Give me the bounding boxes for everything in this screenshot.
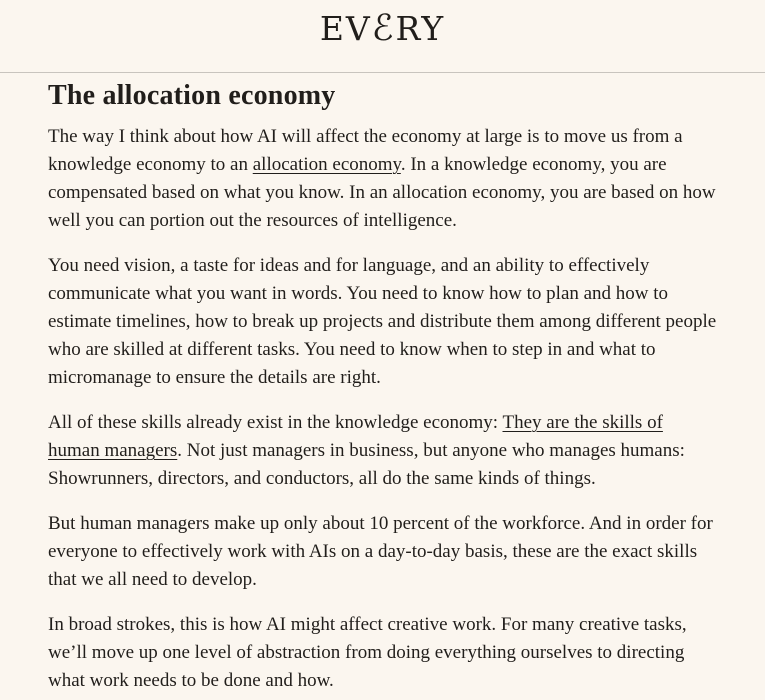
paragraph-text: But human managers make up only about 10 percent of the workforce. And in order for everyone to effectively work with AIs on a day-to-day basis, these are the exact skills that we all need to develop. xyxy=(48,513,713,590)
paragraph-text: In broad strokes, this is how AI might affect creative work. For many creative tasks, we’ll move up one level of abstraction from doing everything ourselves to directing what work needs to be done and how. xyxy=(48,614,687,691)
inline-link[interactable]: They are the skills of human managers xyxy=(48,412,663,461)
brand-logo-suffix: RY xyxy=(395,9,446,48)
brand-logo[interactable] xyxy=(320,8,445,50)
article-paragraph xyxy=(48,510,717,594)
paragraph-text: . In a knowledge economy, you are compensated based on what you know. In an allocation economy, you are based on how well you can portion out the resources of intelligence. xyxy=(48,154,716,231)
article-paragraph xyxy=(48,611,717,695)
paragraph-text: You need vision, a taste for ideas and for language, and an ability to effectively communicate what you want in words. You need to know how to plan and how to estimate timelines, how to break up projects and distribute them among different people who are skilled at different tasks. You need to know when to step in and what to micromanage to ensure the details are right. xyxy=(48,255,717,388)
article-paragraph xyxy=(48,409,717,493)
article-paragraph xyxy=(48,252,717,392)
site-header xyxy=(0,0,765,73)
article-paragraph xyxy=(48,123,717,235)
article-paragraphs xyxy=(48,123,717,695)
paragraph-text: . Not just managers in business, but anyone who manages humans: Showrunners, directors, and conductors, all do the same kinds of things. xyxy=(48,440,685,489)
paragraph-text: The way I think about how AI will affect the economy at large is to move us from a knowledge economy to an xyxy=(48,126,683,175)
brand-logo-prefix: EV xyxy=(319,9,372,48)
paragraph-text: All of these skills already exist in the knowledge economy: xyxy=(48,412,503,433)
page-title: The allocation economy xyxy=(48,80,336,111)
inline-link[interactable]: allocation economy xyxy=(252,154,401,175)
article xyxy=(0,73,765,695)
brand-logo-script-e: ℰ xyxy=(371,8,396,49)
